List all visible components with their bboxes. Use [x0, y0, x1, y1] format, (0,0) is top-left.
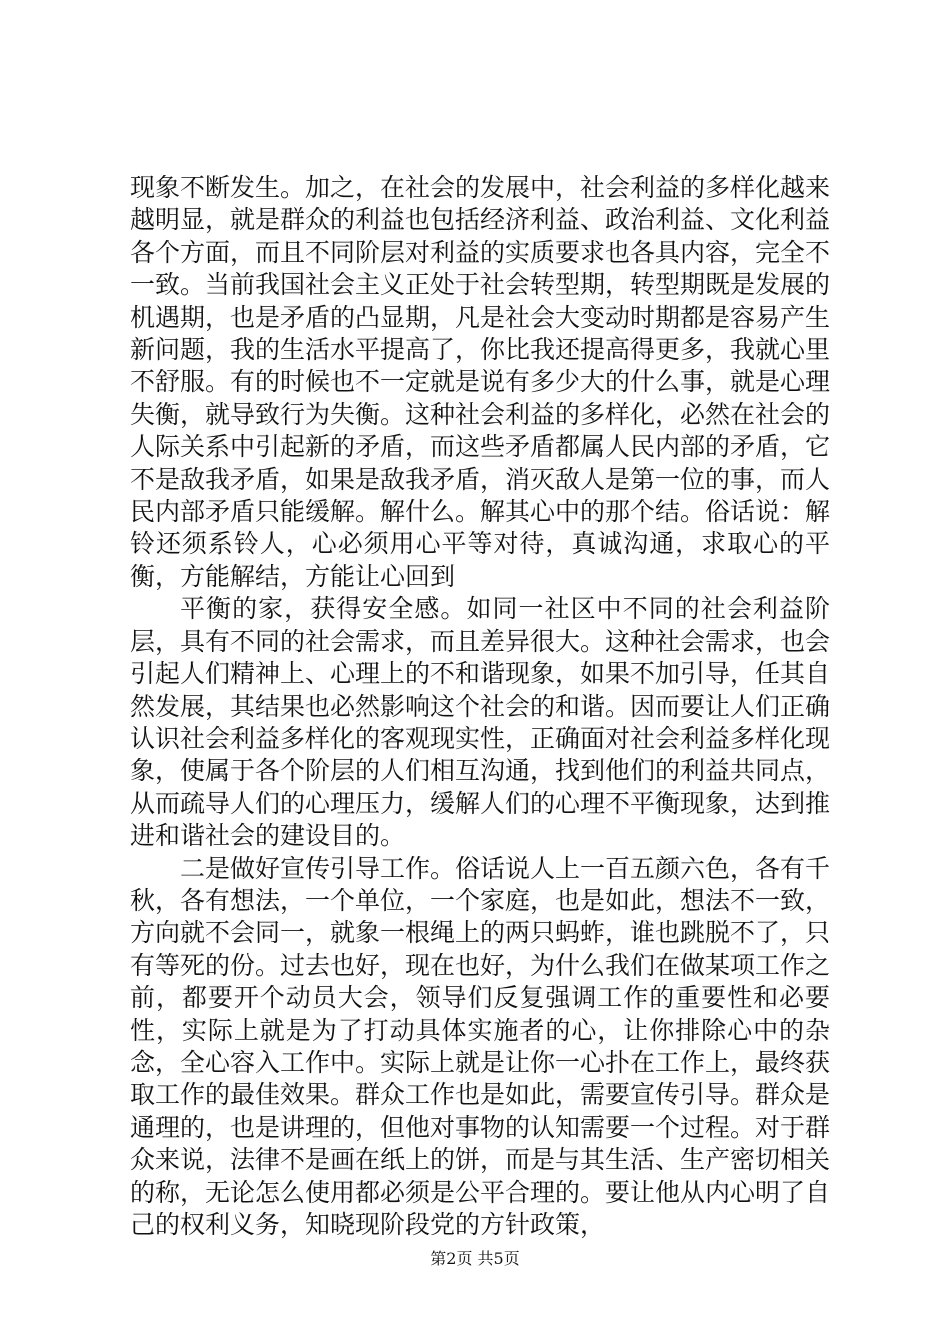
- paragraph-2: 平衡的家，获得安全感。如同一社区中不同的社会利益阶层，具有不同的社会需求，而且差异很大。这种社会需求，也会引起人们精神上、心理上的不和谐现象，如果不加引导，任其自然发展，其结果也必然影响这个社会的和谐。因而要让人们正确认识社会利益多样化的客观现实性，正确面对社会利益多样化现象，使属于各个阶层的人们相互沟通，找到他们的利益共同点，从而疏导人们的心理压力，缓解人们的心理不平衡现象，达到推进和谐社会的建设目的。: [130, 594, 831, 851]
- paragraph-3: 二是做好宣传引导工作。俗话说人上一百五颜六色，各有千秋，各有想法，一个单位，一个家庭，也是如此，想法不一致，方向就不会同一，就象一根绳上的两只蚂蚱，谁也跳脱不了，只有等死的份。过去也好，现在也好，为什么我们在做某项工作之前，都要开个动员大会，领导们反复强调工作的重要性和必要性，实际上就是为了打动具体实施者的心，让你排除心中的杂念，全心容入工作中。实际上就是让你一心扑在工作上，最终获取工作的最佳效果。群众工作也是如此，需要宣传引导。群众是通理的，也是讲理的，但他对事物的认知需要一个过程。对于群众来说，法律不是画在纸上的饼，而是与其生活、生产密切相关的称，无论怎么使用都必须是公平合理的。要让他从内心明了自己的权利义务，知晓现阶段党的方针政策，: [130, 853, 831, 1239]
- body-text: [130, 172, 830, 1241]
- paragraph-1: 现象不断发生。加之，在社会的发展中，社会利益的多样化越来越明显，就是群众的利益也包括经济利益、政治利益、文化利益各个方面，而且不同阶层对利益的实质要求也各具内容，完全不一致。当前我国社会主义正处于社会转型期，转型期既是发展的机遇期，也是矛盾的凸显期，凡是社会大变动时期都是容易产生新问题，我的生活水平提高了，你比我还提高得更多，我就心里不舒服。有的时候也不一定就是说有多少大的什么事，就是心理失衡，就导致行为失衡。这种社会利益的多样化，必然在社会的人际关系中引起新的矛盾，而这些矛盾都属人民内部的矛盾，它不是敌我矛盾，如果是敌我矛盾，消灭敌人是第一位的事，而人民内部矛盾只能缓解。解什么。解其心中的那个结。俗话说：解铃还须系铃人，心必须用心平等对待，真诚沟通，求取心的平衡，方能解结，方能让心回到: [130, 173, 831, 591]
- page-footer: 第2页 共5页: [430, 1249, 520, 1268]
